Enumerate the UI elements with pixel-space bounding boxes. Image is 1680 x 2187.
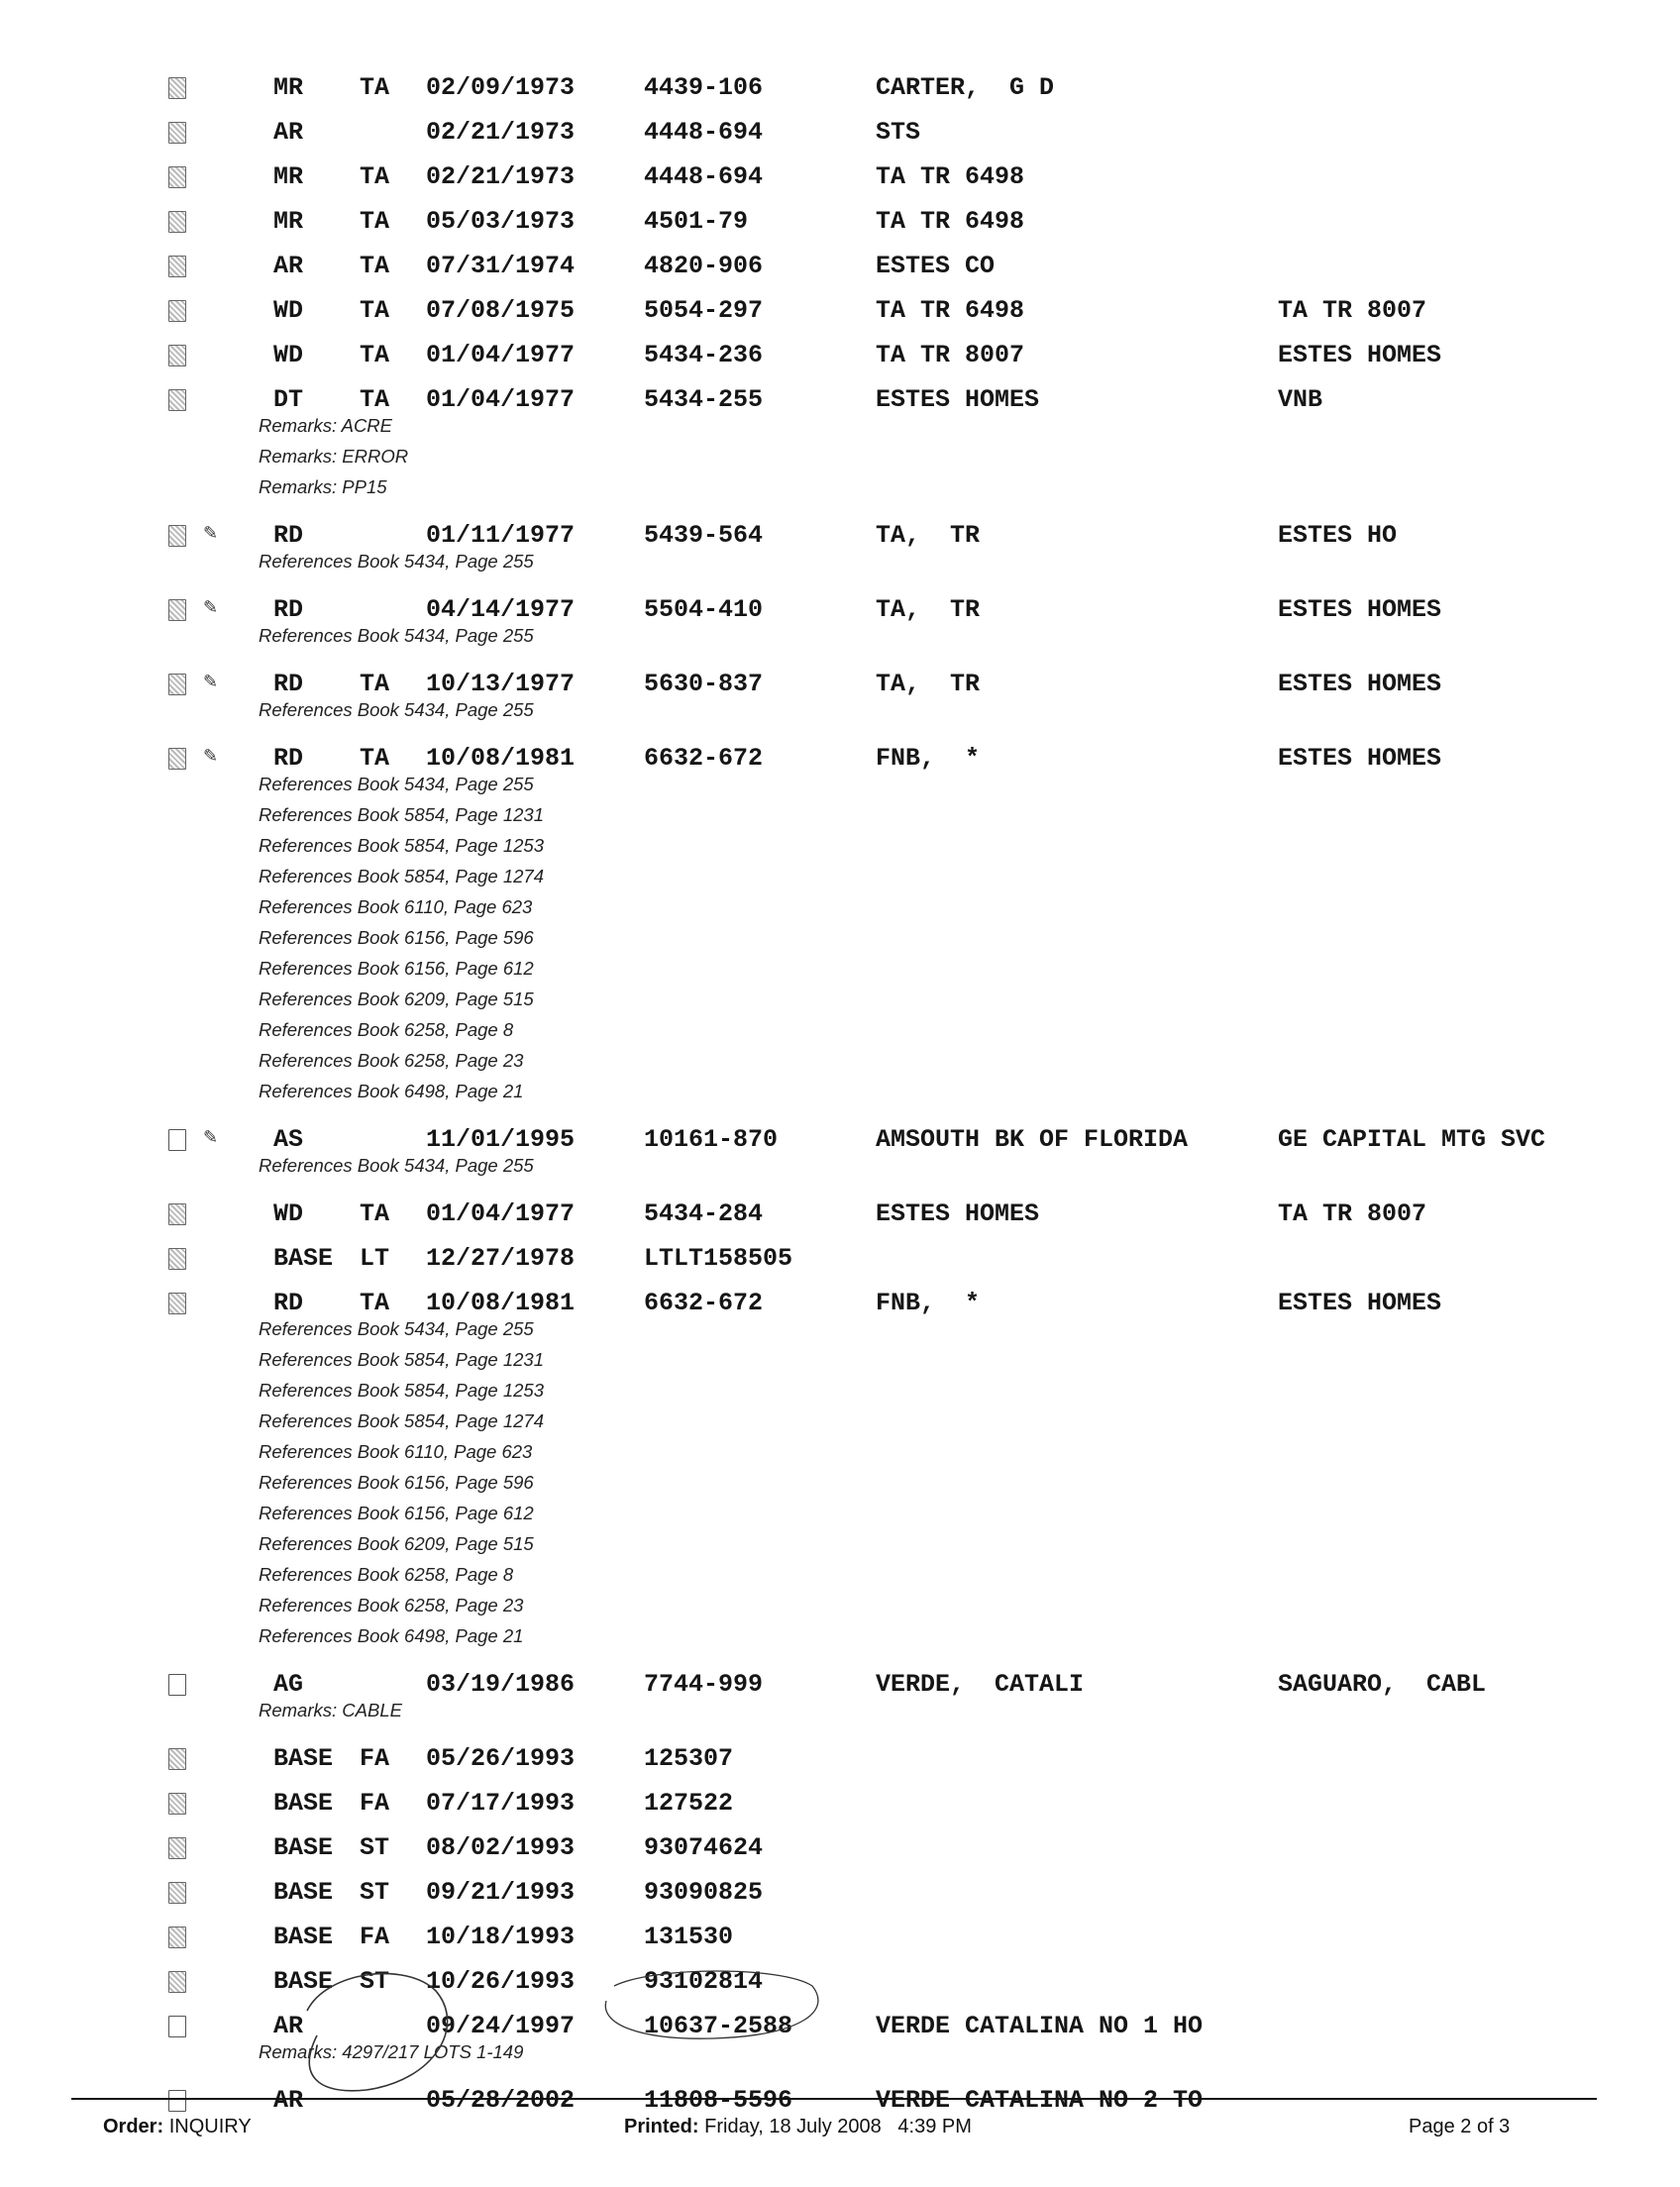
record-book-page: LTLT158505 [644,1244,793,1273]
record-type: BASE [273,1878,334,1907]
record-party-1: FNB, * [876,744,981,773]
reference-line: References Book 5854, Page 1274 [259,1410,544,1431]
reference-line: References Book 5434, Page 255 [259,1155,534,1176]
record-code: LT [360,1244,390,1273]
record-book-page: 125307 [644,1744,734,1773]
reference-line: References Book 5434, Page 255 [259,625,534,646]
record-type: BASE [273,1923,334,1951]
record-book-page: 4820-906 [644,252,764,280]
footer-divider [71,2098,1597,2100]
reference-line: References Book 6110, Page 623 [259,1441,533,1462]
record-date: 02/21/1973 [426,118,576,147]
record-date: 12/27/1978 [426,1244,576,1273]
record-type: RD [273,744,304,773]
record-code: TA [360,385,390,414]
document-icon[interactable] [168,525,186,547]
record-date: 01/11/1977 [426,521,576,550]
record-party-1: CARTER, G D [876,73,1055,102]
record-type: MR [273,207,304,236]
record-type: BASE [273,1833,334,1862]
record-book-page: 5434-255 [644,385,764,414]
record-party-1: ESTES CO [876,252,996,280]
record-party-1: TA TR 6498 [876,296,1025,325]
document-icon[interactable] [168,599,186,621]
document-icon[interactable] [168,674,186,695]
document-icon[interactable] [168,2090,186,2112]
record-type: RD [273,670,304,698]
record-type: BASE [273,1789,334,1818]
document-icon[interactable] [168,1203,186,1225]
record-book-page: 5054-297 [644,296,764,325]
document-icon[interactable] [168,166,186,188]
record-type: AG [273,1670,304,1699]
record-type: RD [273,521,304,550]
record-party-2: GE CAPITAL MTG SVC [1278,1125,1546,1154]
record-book-page: 5439-564 [644,521,764,550]
record-code: ST [360,1833,390,1862]
record-book-page: 131530 [644,1923,734,1951]
record-book-page: 5434-236 [644,341,764,369]
reference-line: References Book 6498, Page 21 [259,1081,524,1101]
record-date: 10/08/1981 [426,1289,576,1317]
record-party-2: TA TR 8007 [1278,1199,1427,1228]
record-code: TA [360,252,390,280]
record-party-2: VNB [1278,385,1323,414]
pen-icon[interactable]: ✎ [203,672,219,692]
record-party-1: ESTES HOMES [876,385,1040,414]
document-icon[interactable] [168,300,186,322]
record-code: TA [360,1289,390,1317]
pen-icon[interactable]: ✎ [203,746,219,767]
document-icon[interactable] [168,1882,186,1904]
record-date: 01/04/1977 [426,341,576,369]
record-code: TA [360,744,390,773]
record-date: 07/31/1974 [426,252,576,280]
document-icon[interactable] [168,345,186,366]
record-code: TA [360,162,390,191]
record-party-1: TA TR 6498 [876,162,1025,191]
record-type: DT [273,385,304,414]
order-value: INQUIRY [168,2116,252,2137]
reference-line: References Book 6156, Page 612 [259,1503,534,1523]
record-type: WD [273,341,304,369]
record-party-2: TA TR 8007 [1278,296,1427,325]
reference-line: References Book 5434, Page 255 [259,551,534,572]
record-book-page: 93102814 [644,1967,764,1996]
reference-line: References Book 5854, Page 1253 [259,1380,544,1401]
record-code: FA [360,1923,390,1951]
record-type: AR [273,2086,304,2115]
document-icon[interactable] [168,1248,186,1270]
record-book-page: 4448-694 [644,162,764,191]
record-type: BASE [273,1744,334,1773]
record-party-1: TA TR 6498 [876,207,1025,236]
footer-order [103,2116,252,2138]
record-party-1: TA, TR [876,670,981,698]
reference-line: References Book 5434, Page 255 [259,774,534,794]
reference-line: References Book 6258, Page 23 [259,1595,524,1615]
record-type: WD [273,1199,304,1228]
document-icon[interactable] [168,122,186,144]
reference-line: References Book 6156, Page 596 [259,927,534,948]
document-icon[interactable] [168,1293,186,1314]
record-book-page: 6632-672 [644,744,764,773]
reference-line: References Book 5434, Page 255 [259,699,534,720]
document-icon[interactable] [168,211,186,233]
page-number: Page 2 of 3 [1409,2116,1511,2137]
document-icon[interactable] [168,1674,186,1696]
record-type: AR [273,118,304,147]
record-code: TA [360,670,390,698]
record-party-1: AMSOUTH BK OF FLORIDA [876,1125,1189,1154]
document-icon[interactable] [168,1748,186,1770]
document-icon[interactable] [168,1837,186,1859]
record-type: WD [273,296,304,325]
record-party-1: TA, TR [876,521,981,550]
document-icon[interactable] [168,748,186,770]
record-code: ST [360,1878,390,1907]
footer-printed [624,2116,972,2138]
reference-line: References Book 6156, Page 612 [259,958,534,979]
record-party-1: STS [876,118,921,147]
record-type: RD [273,1289,304,1317]
record-type: MR [273,73,304,102]
record-party-2: ESTES HOMES [1278,1289,1442,1317]
record-book-page: 10161-870 [644,1125,779,1154]
document-icon[interactable] [168,1971,186,1993]
record-date: 03/19/1986 [426,1670,576,1699]
record-date: 05/28/2002 [426,2086,576,2115]
reference-line: References Book 6498, Page 21 [259,1625,524,1646]
reference-line: References Book 6156, Page 596 [259,1472,534,1493]
order-label: Order: [103,2116,164,2137]
record-date: 08/02/1993 [426,1833,576,1862]
reference-line: References Book 6110, Page 623 [259,896,533,917]
record-book-page: 6632-672 [644,1289,764,1317]
reference-line: References Book 6258, Page 23 [259,1050,524,1071]
reference-line: References Book 6209, Page 515 [259,1533,534,1554]
record-party-2: ESTES HOMES [1278,595,1442,624]
record-code: FA [360,1789,390,1818]
reference-line: References Book 6258, Page 8 [259,1019,514,1040]
record-date: 07/08/1975 [426,296,576,325]
record-book-page: 10637-2588 [644,2012,793,2040]
record-code: FA [360,1744,390,1773]
record-party-1: FNB, * [876,1289,981,1317]
record-code: TA [360,73,390,102]
record-book-page: 5434-284 [644,1199,764,1228]
record-type: AR [273,252,304,280]
record-book-page: 7744-999 [644,1670,764,1699]
document-icon[interactable] [168,389,186,411]
pen-icon[interactable]: ✎ [203,1127,219,1148]
record-type: BASE [273,1967,334,1996]
record-date: 10/08/1981 [426,744,576,773]
record-party-2: ESTES HOMES [1278,341,1442,369]
record-party-1: VERDE CATALINA NO 1 HO [876,2012,1204,2040]
record-date: 01/04/1977 [426,1199,576,1228]
record-book-page: 93074624 [644,1833,764,1862]
reference-line: References Book 6258, Page 8 [259,1564,514,1585]
record-type: RD [273,595,304,624]
remark-line: Remarks: 4297/217 LOTS 1-149 [259,2041,524,2062]
pen-icon[interactable]: ✎ [203,523,219,544]
printed-label: Printed: [624,2116,699,2137]
record-type: BASE [273,1244,334,1273]
record-party-2: SAGUARO, CABL [1278,1670,1487,1699]
record-date: 04/14/1977 [426,595,576,624]
document-icon[interactable] [168,1129,186,1151]
remark-line: Remarks: PP15 [259,476,387,497]
remark-line: Remarks: ACRE [259,415,393,436]
document-icon[interactable] [168,2016,186,2037]
record-book-page: 11808-5596 [644,2086,793,2115]
record-date: 10/13/1977 [426,670,576,698]
record-type: MR [273,162,304,191]
record-party-2: ESTES HOMES [1278,670,1442,698]
record-date: 02/09/1973 [426,73,576,102]
document-icon[interactable] [168,256,186,277]
record-code: TA [360,207,390,236]
document-icon[interactable] [168,1927,186,1948]
record-party-1: ESTES HOMES [876,1199,1040,1228]
record-code: TA [360,341,390,369]
record-book-page: 4439-106 [644,73,764,102]
record-code: TA [360,296,390,325]
record-book-page: 4448-694 [644,118,764,147]
record-book-page: 93090825 [644,1878,764,1907]
record-book-page: 5504-410 [644,595,764,624]
record-code: TA [360,1199,390,1228]
document-icon[interactable] [168,1793,186,1815]
reference-line: References Book 5854, Page 1231 [259,1349,544,1370]
reference-line: References Book 5854, Page 1253 [259,835,544,856]
record-date: 11/01/1995 [426,1125,576,1154]
record-book-page: 5630-837 [644,670,764,698]
remark-line: Remarks: ERROR [259,446,409,467]
record-date: 01/04/1977 [426,385,576,414]
record-date: 05/26/1993 [426,1744,576,1773]
record-date: 10/18/1993 [426,1923,576,1951]
document-icon[interactable] [168,77,186,99]
reference-line: References Book 5434, Page 255 [259,1318,534,1339]
record-date: 07/17/1993 [426,1789,576,1818]
record-code: ST [360,1967,390,1996]
record-party-2: ESTES HO [1278,521,1398,550]
record-type: AR [273,2012,304,2040]
record-type: AS [273,1125,304,1154]
record-party-2: ESTES HOMES [1278,744,1442,773]
record-party-1: TA, TR [876,595,981,624]
printed-value: Friday, 18 July 2008 4:39 PM [704,2116,972,2137]
remark-line: Remarks: CABLE [259,1700,402,1720]
reference-line: References Book 5854, Page 1231 [259,804,544,825]
record-date: 10/26/1993 [426,1967,576,1996]
record-date: 09/24/1997 [426,2012,576,2040]
record-book-page: 127522 [644,1789,734,1818]
record-party-1: VERDE CATALINA NO 2 TO [876,2086,1204,2115]
pen-icon[interactable]: ✎ [203,597,219,618]
record-date: 05/03/1973 [426,207,576,236]
record-book-page: 4501-79 [644,207,749,236]
reference-line: References Book 6209, Page 515 [259,989,534,1009]
record-party-1: TA TR 8007 [876,341,1025,369]
record-date: 02/21/1973 [426,162,576,191]
record-date: 09/21/1993 [426,1878,576,1907]
record-party-1: VERDE, CATALI [876,1670,1085,1699]
reference-line: References Book 5854, Page 1274 [259,866,544,886]
